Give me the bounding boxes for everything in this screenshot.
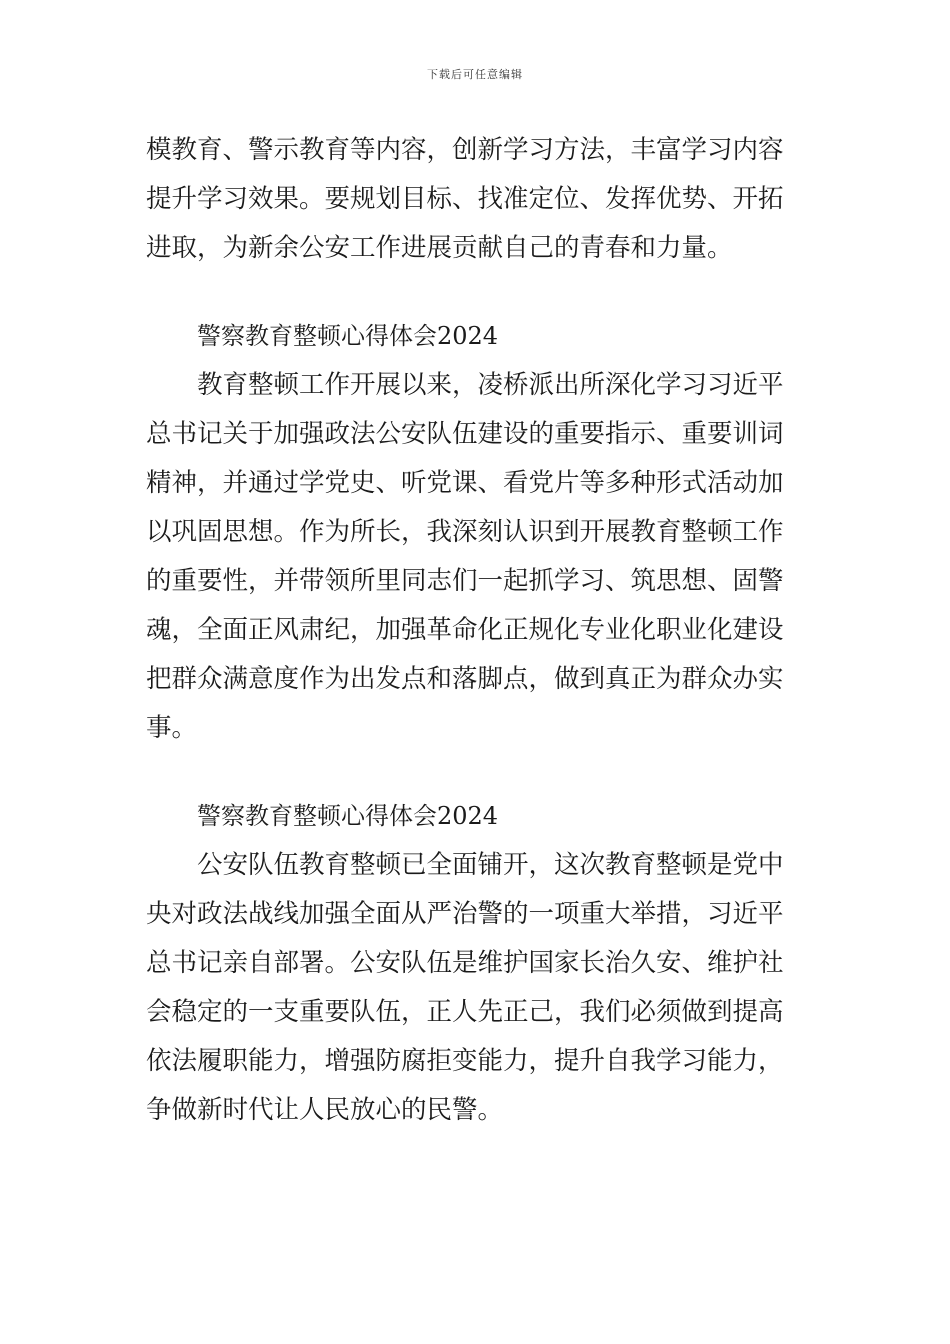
paragraph-line: 事。 — [146, 713, 198, 743]
paragraph-line: 以巩固思想。作为所长，我深刻认识到开展教育整顿工作 — [146, 517, 784, 547]
section-title: 警察教育整顿心得体会2024 — [197, 802, 499, 830]
document-body — [146, 126, 808, 1135]
paragraph-line: 的重要性，并带领所里同志们一起抓学习、筑思想、固警 — [146, 566, 784, 596]
section-1 — [146, 312, 808, 753]
paragraph-line: 总书记关于加强政法公安队伍建设的重要指示、重要训词 — [146, 419, 784, 449]
paragraph-line: 依法履职能力，增强防腐拒变能力，提升自我学习能力， — [146, 1046, 784, 1076]
paragraph-line: 公安队伍教育整顿已全面铺开，这次教育整顿是党中 — [197, 850, 784, 880]
paragraph-line: 提升学习效果。要规划目标、找准定位、发挥优势、开拓 — [146, 184, 784, 214]
paragraph-line: 教育整顿工作开展以来，凌桥派出所深化学习习近平 — [197, 370, 784, 400]
paragraph-line: 总书记亲自部署。公安队伍是维护国家长治久安、维护社 — [146, 948, 784, 978]
section-2 — [146, 792, 808, 1135]
paragraph-line: 模教育、警示教育等内容，创新学习方法，丰富学习内容 — [146, 135, 784, 165]
paragraph-line: 精神，并通过学党史、听党课、看党片等多种形式活动加 — [146, 468, 784, 498]
paragraph-line: 魂，全面正风肃纪，加强革命化正规化专业化职业化建设 — [146, 615, 784, 645]
paragraph-line: 央对政法战线加强全面从严治警的一项重大举措，习近平 — [146, 899, 784, 929]
paragraph-line: 会稳定的一支重要队伍，正人先正己，我们必须做到提高 — [146, 997, 784, 1027]
paragraph-line: 进取，为新余公安工作进展贡献自己的青春和力量。 — [146, 233, 733, 263]
paragraph-line: 把群众满意度作为出发点和落脚点，做到真正为群众办实 — [146, 664, 784, 694]
section-title: 警察教育整顿心得体会2024 — [197, 322, 499, 350]
page-header-note: 下载后可任意编辑 — [427, 68, 523, 81]
paragraph-line: 争做新时代让人民放心的民警。 — [146, 1095, 504, 1125]
intro-paragraph — [146, 126, 808, 273]
